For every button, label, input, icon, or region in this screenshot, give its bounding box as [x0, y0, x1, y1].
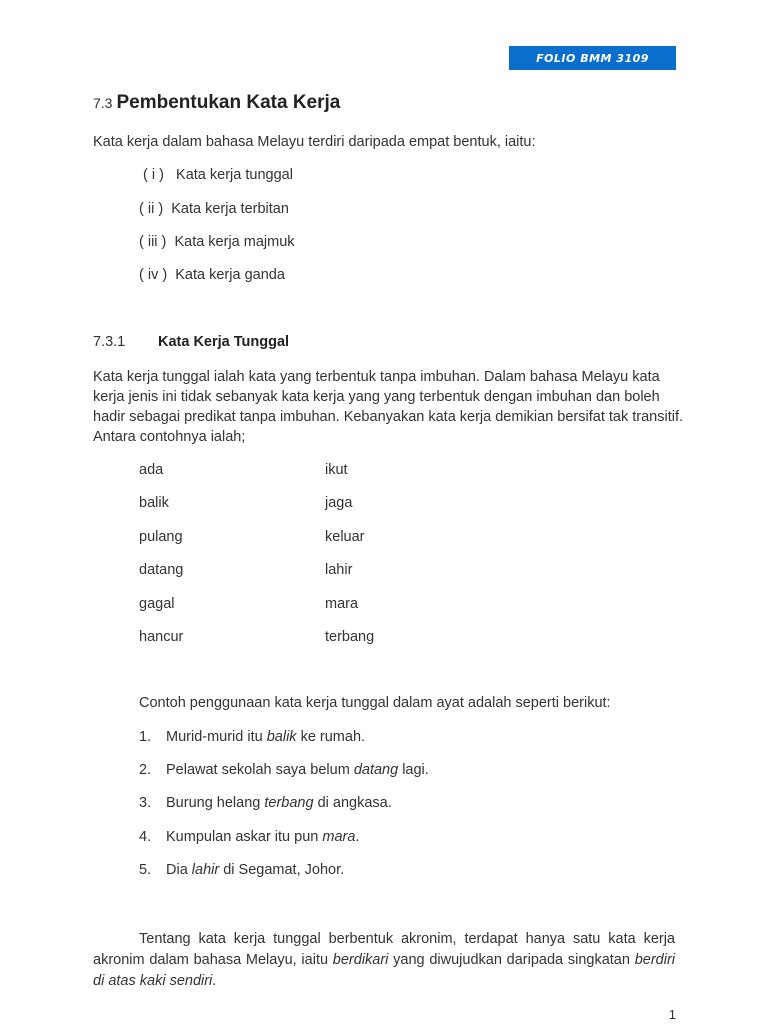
closing-phrase: berdiri di atas kaki sendiri — [93, 952, 675, 989]
example-verb: balik — [266, 729, 297, 745]
example-number: 3. — [139, 795, 152, 811]
example-before: Kumpulan askar itu pun — [166, 829, 323, 845]
example-after: lagi. — [398, 762, 429, 778]
option-label: Kata kerja terbitan — [171, 201, 289, 217]
example-before: Pelawat sekolah saya belum — [166, 762, 354, 778]
example-before: Burung helang — [166, 795, 265, 811]
option-marker: ( i ) — [143, 167, 164, 183]
option-item — [139, 267, 285, 283]
word-left: hancur — [139, 629, 184, 645]
subsection-number: 7.3.1 — [93, 334, 126, 350]
word-right: keluar — [325, 529, 365, 545]
example-item — [139, 795, 392, 811]
subsection-paragraph: Kata kerja tunggal ialah kata yang terbentuk tanpa imbuhan. Dalam bahasa Melayu kata kerja jenis ini tidak sebanyak kata kerja yang yang terbentuk dengan imbuhan dan boleh hadir sebagai predikat tanpa imbuhan. Kebanyakan kata kerja demikian bersifat tak transitif. Antara contohnya ialah; — [93, 369, 684, 445]
word-left: pulang — [139, 529, 183, 545]
word-right: jaga — [325, 495, 353, 511]
word-left: ada — [139, 462, 164, 478]
word-left: gagal — [139, 596, 175, 612]
example-item — [139, 762, 429, 778]
example-item — [139, 829, 359, 845]
option-item — [143, 167, 293, 183]
example-after: di Segamat, Johor. — [219, 862, 345, 878]
folio-badge: FOLIO BMM 3109 — [509, 46, 676, 70]
option-item — [139, 201, 289, 217]
option-label: Kata kerja ganda — [175, 267, 285, 283]
section-heading — [93, 92, 340, 114]
subsection-title: Kata Kerja Tunggal — [158, 334, 290, 350]
closing-term: berdikari — [332, 952, 389, 968]
example-verb: datang — [353, 762, 399, 778]
section-number: 7.3 — [93, 95, 113, 111]
word-right: terbang — [325, 629, 375, 645]
example-verb: lahir — [191, 862, 220, 878]
option-marker: ( iv ) — [139, 267, 168, 283]
example-after: ke rumah. — [296, 729, 366, 745]
example-item — [139, 729, 365, 745]
word-right: ikut — [325, 462, 348, 478]
closing-paragraph — [93, 929, 675, 992]
example-number: 5. — [139, 862, 152, 878]
option-item — [139, 234, 295, 250]
example-after: . — [355, 829, 360, 845]
option-label: Kata kerja majmuk — [174, 234, 295, 250]
example-number: 4. — [139, 829, 152, 845]
example-item — [139, 862, 344, 878]
example-after: di angkasa. — [313, 795, 392, 811]
example-verb: terbang — [264, 795, 314, 811]
word-right: lahir — [325, 562, 353, 578]
word-left: datang — [139, 562, 184, 578]
closing-end: . — [212, 973, 217, 989]
example-number: 1. — [139, 729, 152, 745]
example-before: Dia — [166, 862, 192, 878]
page-number: 1 — [668, 1007, 676, 1022]
word-left: balik — [139, 495, 169, 511]
usage-intro: Contoh penggunaan kata kerja tunggal dalam ayat adalah seperti berikut: — [139, 695, 611, 711]
option-marker: ( ii ) — [139, 201, 164, 217]
section-title: Pembentukan Kata Kerja — [116, 92, 341, 113]
example-number: 2. — [139, 762, 152, 778]
closing-text-2: yang diwujudkan daripada singkatan — [388, 952, 635, 968]
closing-text-1: Tentang kata kerja tunggal berbentuk akronim, terdapat hanya satu kata kerja akronim dalam bahasa Melayu, iaitu — [93, 931, 675, 968]
example-verb: mara — [322, 829, 356, 845]
example-before: Murid-murid itu — [166, 729, 267, 745]
section-intro: Kata kerja dalam bahasa Melayu terdiri daripada empat bentuk, iaitu: — [93, 134, 536, 150]
word-right: mara — [325, 596, 359, 612]
option-label: Kata kerja tunggal — [176, 167, 293, 183]
option-marker: ( iii ) — [139, 234, 167, 250]
subsection-heading — [93, 334, 289, 350]
